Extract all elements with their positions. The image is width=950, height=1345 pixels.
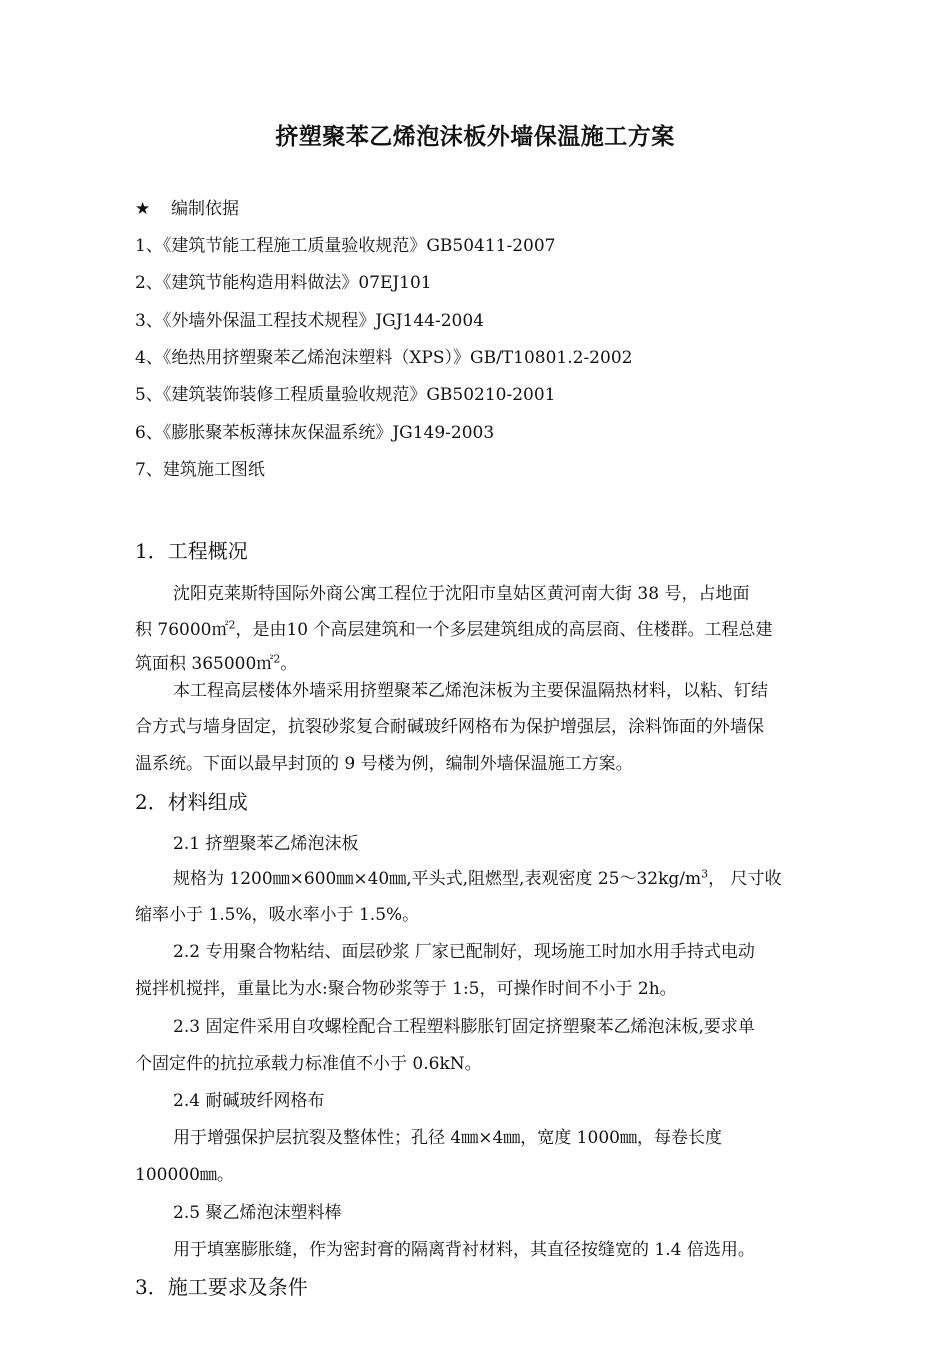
- superscript: 2: [273, 652, 281, 666]
- basis-item-6: 6、《膨胀聚苯板薄抹灰保温系统》JG149-2003: [135, 423, 495, 443]
- s2-item-2-line-1: 2.2 专用聚合物粘结、面层砂浆 厂家已配制好，现场施工时加水用手持式电动: [173, 942, 755, 962]
- basis-item-3: 3、《外墙外保温工程技术规程》JGJ144-2004: [135, 311, 484, 331]
- document-title: 挤塑聚苯乙烯泡沫板外墙保温施工方案: [275, 123, 675, 150]
- s1-p1-line-3: [135, 653, 297, 675]
- s1-p2-line-3: 温系统。下面以最早封顶的 9 号楼为例，编制外墙保温施工方案。: [135, 754, 633, 774]
- spec-text-rest: ， 尺寸收: [708, 869, 782, 889]
- s1-p1-line-2-rest: ，是由10 个高层建筑和一个多层建筑组成的高层商、住楼群。工程总建: [235, 620, 773, 640]
- superscript: 3: [701, 867, 709, 881]
- s2-item-4-title: 2.4 耐碱玻纤网格布: [173, 1091, 325, 1111]
- basis-item-2: 2、《建筑节能构造用料做法》07EJ101: [135, 273, 432, 293]
- basis-item-1: 1、《建筑节能工程施工质量验收规范》GB50411-2007: [135, 236, 556, 256]
- basis-heading: 编制依据: [171, 199, 239, 219]
- s2-item-3-line-2: 个固定件的抗拉承载力标准值不小于 0.6kN。: [135, 1054, 482, 1074]
- basis-item-4: 4、《绝热用挤塑聚苯乙烯泡沫塑料（XPS）》GB/T10801.2-2002: [135, 348, 633, 368]
- basis-item-5: 5、《建筑装饰装修工程质量验收规范》GB50210-2001: [135, 385, 556, 405]
- basis-heading-line: [135, 198, 239, 220]
- section-2-heading: 2．材料组成: [135, 790, 248, 814]
- s1-p1-line-1: 沈阳克莱斯特国际外商公寓工程位于沈阳市皇姑区黄河南大街 38 号，占地面: [173, 584, 750, 604]
- s2-item-5-title: 2.5 聚乙烯泡沫塑料棒: [173, 1203, 342, 1223]
- s1-p2-line-1: 本工程高层楼体外墙采用挤塑聚苯乙烯泡沫板为主要保温隔热材料，以粘、钉结: [173, 681, 768, 701]
- s2-item-3-line-1: 2.3 固定件采用自攻螺栓配合工程塑料膨胀钉固定挤塑聚苯乙烯泡沫板,要求单: [173, 1017, 755, 1037]
- section-3-heading: 3．施工要求及条件: [135, 1275, 308, 1299]
- s2-item-1-line-1: [173, 868, 782, 890]
- land-area-text: 积 76000㎡: [135, 620, 229, 640]
- s1-p1-line-2: [135, 619, 773, 641]
- s2-item-4-line-1: 用于增强保护层抗裂及整体性；孔径 4㎜×4㎜，宽度 1000㎜，每卷长度: [173, 1128, 722, 1148]
- s2-item-1-title: 2.1 挤塑聚苯乙烯泡沫板: [173, 834, 359, 854]
- s2-item-4-line-2: 100000㎜。: [135, 1165, 234, 1185]
- basis-item-7: 7、建筑施工图纸: [135, 460, 265, 480]
- section-1-heading: 1．工程概况: [135, 539, 248, 563]
- s2-item-5-line-1: 用于填塞膨胀缝，作为密封膏的隔离背衬材料，其直径按缝宽的 1.4 倍选用。: [173, 1240, 755, 1260]
- superscript: 2: [228, 618, 236, 632]
- s2-item-2-line-2: 搅拌机搅拌，重量比为水:聚合物砂浆等于 1:5，可操作时间不小于 2h。: [135, 979, 677, 999]
- s1-p2-line-2: 合方式与墙身固定，抗裂砂浆复合耐碱玻纤网格布为保护增强层，涂料饰面的外墙保: [135, 717, 764, 737]
- s2-item-1-line-2: 缩率小于 1.5%，吸水率小于 1.5%。: [135, 905, 420, 925]
- spec-text: 规格为 1200㎜×600㎜×40㎜,平头式,阻燃型,表观密度 25～32kg/m: [173, 869, 702, 889]
- floor-area-text: 筑面积 365000㎡: [135, 654, 274, 674]
- period: 。: [280, 654, 298, 674]
- star-icon: ★: [135, 199, 151, 219]
